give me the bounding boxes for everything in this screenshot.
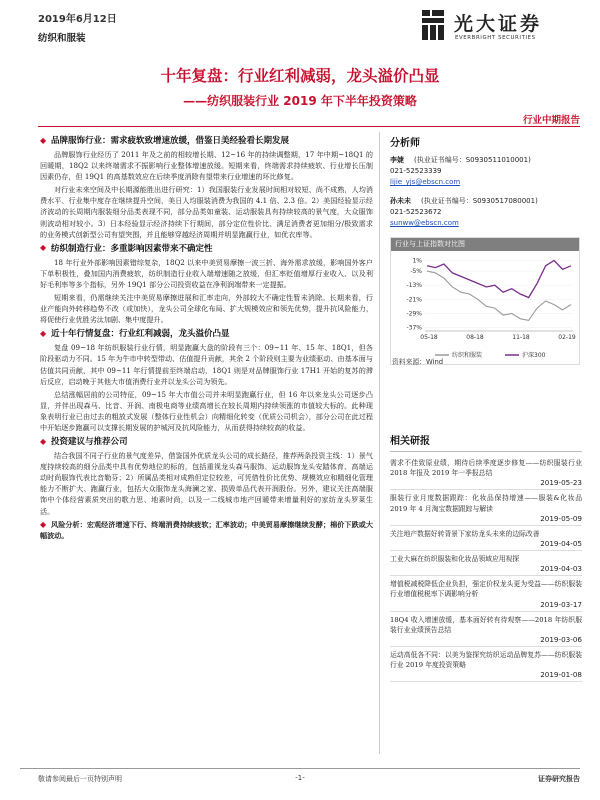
analyst-name: 李婕 (390, 156, 404, 164)
section-investment-advice (40, 435, 373, 517)
y-tick-label: -29% (406, 310, 422, 318)
line-chart (391, 251, 579, 364)
related-item[interactable]: 关注地产数据好转背景下家纺龙头未来的边际改善 2019-04-05 (390, 529, 582, 551)
y-tick-label: -37% (406, 324, 422, 332)
analyst-card (390, 196, 582, 229)
x-tick-label: 05-18 (420, 334, 438, 341)
company-logo (418, 8, 578, 48)
column-divider (379, 132, 380, 754)
analyst-phone: 021-52523672 (390, 208, 442, 216)
diamond-bullet-icon: ◆ (40, 135, 47, 145)
report-type-label: 行业中期报告 (522, 115, 580, 126)
section-textile-manufacturing (40, 242, 373, 326)
x-tick-label: 02-19 (558, 334, 576, 341)
page-number: -1- (295, 774, 305, 782)
chart-title: 行业与上证指数对比图 (391, 238, 579, 251)
paragraph: 品牌服饰行业经历了 2011 年及之前的相较增长期、12~16 年的持续调整期，17 年中期~18Q1 的回暖期，18Q2 以来终端需求不振影响行业整体增速放缓。短期来看，终端需求持续疲软、行业增长压制因素仍存，但 19Q1 的高基数效应在后续季度消除有望带来行业增速的环比修复。 (40, 150, 373, 182)
paragraph: 18 年行业外部影响因素错综复杂，18Q2 以来中美贸易摩擦一波三折、海外需求放缓，影响国外客户下单积极性，叠加国内消费疲软，纺织制造行业收入端增速随之放缓，但汇率贬值增厚行业收入、以及利好毛利率等多个指标，另外 19Q1 部分公司投资收益在净利润端带来一定提振。 (40, 257, 373, 289)
analyst-cert: (执业证书编号：S0930517080001) (421, 197, 538, 205)
related-date: 2019-04-03 (390, 564, 582, 576)
related-date: 2019-01-08 (390, 670, 582, 682)
logo-text-en: EVERBRIGHT SECURITIES (455, 35, 536, 41)
chart-source: 资料来源：Wind (392, 358, 444, 366)
paragraph: 对行业未来空间及中长期源能胜出进行研究：1）我国服装行业发展时间相对较短、尚不成熟，人均消费水平、行业集中度存在继续提升空间，美日人均服装消费为我国的 4.1 倍、2.3 倍。2）美国经验显示经济波动的长周期内服装细分品类表现不同，部分品类如童装、运动服装具有持续较高的景气度，大众服饰则波动相对较小。3）日本经验显示经济持续下行期间，部分定位性价比、满足消费者更加细分/极致需求的业务模式创新型公司有望突围，并且能够穿越经济周期并明显跑赢行业，如优衣库等。 (40, 185, 373, 239)
sector-label: 纺织和服装 (38, 33, 86, 44)
analyst-cert: (执业证书编号：S0930511010001) (414, 156, 531, 164)
diamond-bullet-icon: ◆ (40, 436, 47, 446)
title-divider (38, 126, 580, 127)
analyst-email-link[interactable]: lijie_yjs@ebscn.com (390, 178, 461, 186)
section-title: ◆ 投资建议与推荐公司 (40, 436, 128, 448)
series-line-textile-apparel (427, 271, 571, 320)
diamond-bullet-icon: ◆ (40, 328, 47, 338)
related-date: 2019-05-09 (390, 514, 582, 526)
section-title: ◆ 纺织制造行业：多重影响因素带来不确定性 (40, 243, 213, 254)
report-title: 十年复盘：行业红利减弱，龙头溢价凸显 (160, 67, 440, 85)
logo-text-cn: 光大证券 (454, 13, 543, 35)
report-date: 2019年6月12日 (38, 14, 117, 25)
index-comparison-chart (390, 237, 580, 365)
y-tick-label: -21% (406, 296, 422, 304)
related-item[interactable]: 运动高低各不同：以美为鉴探究纺织运动品牌复苏——纺织服装行业 2019 年度投资策略 2019-01-08 (390, 650, 582, 682)
related-list (390, 458, 582, 682)
y-tick-label: -13% (406, 282, 422, 290)
related-item[interactable]: 18Q4 收入增速放缓，基本面好转有待观察——2018 年纺织服装行业业绩预告总结 2019-03-06 (390, 615, 582, 647)
related-item[interactable]: 增值税减税降低企业负担，强定价权龙头更为受益——纺织服装行业增值税税率下调影响分析 2019-03-17 (390, 579, 582, 611)
related-item[interactable]: 工业大麻在纺织服装和化妆品领域应用视探 2019-04-03 (390, 554, 582, 576)
x-tick-label: 11-18 (512, 334, 530, 341)
section-decade-review (40, 327, 373, 433)
section-risk (40, 519, 373, 541)
x-tick-label: 08-18 (466, 334, 484, 341)
section-title: ◆ 近十年行情复盘：行业红利减弱，龙头溢价凸显 (40, 328, 230, 340)
related-item[interactable]: 服装行业月度数据跟踪：化妆品保持增速——服装&化妆品 2019 年 4 月淘宝数据跟踪与解读 2019-05-09 (390, 493, 582, 525)
related-item[interactable]: 需求不佳致原业绩，期待后续季度逐步修复——纺织服装行业 2018 年报及 2019 年一季报总结 2019-05-23 (390, 458, 582, 490)
section-brand-apparel (40, 134, 373, 240)
analyst-heading: 分析师 (390, 138, 420, 149)
section-title: ◆ 品牌服饰行业：需求疲软致增速放缓，借鉴日美经验看长期发展 (40, 135, 290, 146)
related-research (390, 432, 582, 685)
related-date: 2019-05-23 (390, 478, 582, 490)
paragraph: 总结涨幅居前的公司特征，09~15 年大市值公司并未明显跑赢行业，但 16 年以来龙头公司逐步凸显，并伴出现森马、比音、开润、南极电商等业绩高增长在较长周期内持续领涨的市值较大标的。此种现象表明行业已由过去的粗放式发展（整体行业性机会）向精细化转变（优质公司机会），部分公司在此过程中开始逐步跑赢可以支撑长期发展的护城河及抗风险能力，从而获得持续较高的收益。 (40, 389, 373, 432)
y-tick-label: -5% (410, 268, 422, 276)
paragraph: 复盘 09~18 年纺织服装行业行情，明显跑赢大盘的阶段有三个：09~11 年、15 年、18Q1，但各阶段驱动力不同。15 年为牛市中转型带动、估值提升贡献，其余 2 个阶段则主要为业绩驱动、由基本面与估值共同贡献，其中 09~11 年行情提前至终端启动，18Q1 则是对品牌服饰行业 17H1 开始的复苏的滞后反应，启动晚于其他大市值消费行业并以龙头公司为领先。 (40, 343, 373, 386)
disclaimer-note: 敬请参阅最后一页特别声明 (38, 775, 122, 783)
related-date: 2019-04-05 (390, 539, 582, 551)
report-subtitle: ——纺织服装行业 2019 年下半年投资策略 (183, 94, 417, 108)
legend-label: 沪深300 (522, 352, 546, 359)
footer-label: 证券研究报告 (538, 775, 580, 783)
paragraph: 结合我国不同子行业的景气度差异，借鉴国外优质龙头公司的成长路径，推荐两条投资主线：1）景气度持续较高的细分品类中具有优势地位的标的，包括重视龙头森马服饰、运动服饰龙头安踏体育、高端运动时尚服饰代表比音勒芬；2）所属品类相对成熟但定位较差，可凭借性价比优势、规模效应和精细化管理能力不断扩大、跑赢行业，包括大众服饰龙头海澜之家、损毁单品代表开润股份。另外，建议关注高端服饰中个体经营素质突出的歌力思、地素时尚，以及一二线城市地产回暖带来增量利好的家纺龙头罗莱生活。 (40, 451, 373, 516)
paragraph: 短期来看，仍需继续关注中美贸易摩擦进展和汇率走向，外部较大不确定性暂未消除。长期来看，行业产能向外转移趋势不改（或加快），龙头公司全球化布局、扩大规模效应和领先优势，提升抗风险能力，将促使行业优胜劣汰加剧、集中度提升。 (40, 293, 373, 325)
analyst-card (390, 155, 582, 188)
risk-statement: ◆ 风险分析：宏观经济增速下行、终端消费持续疲软；汇率波动；中美贸易摩擦继续发酵；棉价下跌或大幅波动。 (40, 518, 373, 540)
diamond-bullet-icon: ◆ (40, 518, 47, 529)
analyst-name: 孙未未 (390, 197, 411, 205)
related-date: 2019-03-17 (390, 600, 582, 612)
logo-mark-icon (418, 8, 448, 42)
y-tick-label: 1% (412, 257, 422, 265)
legend-label: 纺织和服装 (452, 352, 483, 359)
analyst-email-link[interactable]: sunww@ebscn.com (390, 219, 459, 227)
related-heading: 相关研报 (390, 432, 582, 452)
analyst-phone: 021-52523339 (390, 167, 442, 175)
footer-divider (20, 768, 580, 769)
related-date: 2019-03-06 (390, 635, 582, 647)
sidebar (390, 134, 582, 365)
diamond-bullet-icon: ◆ (40, 243, 47, 253)
series-line-csi300 (427, 261, 571, 298)
report-body (40, 134, 373, 543)
